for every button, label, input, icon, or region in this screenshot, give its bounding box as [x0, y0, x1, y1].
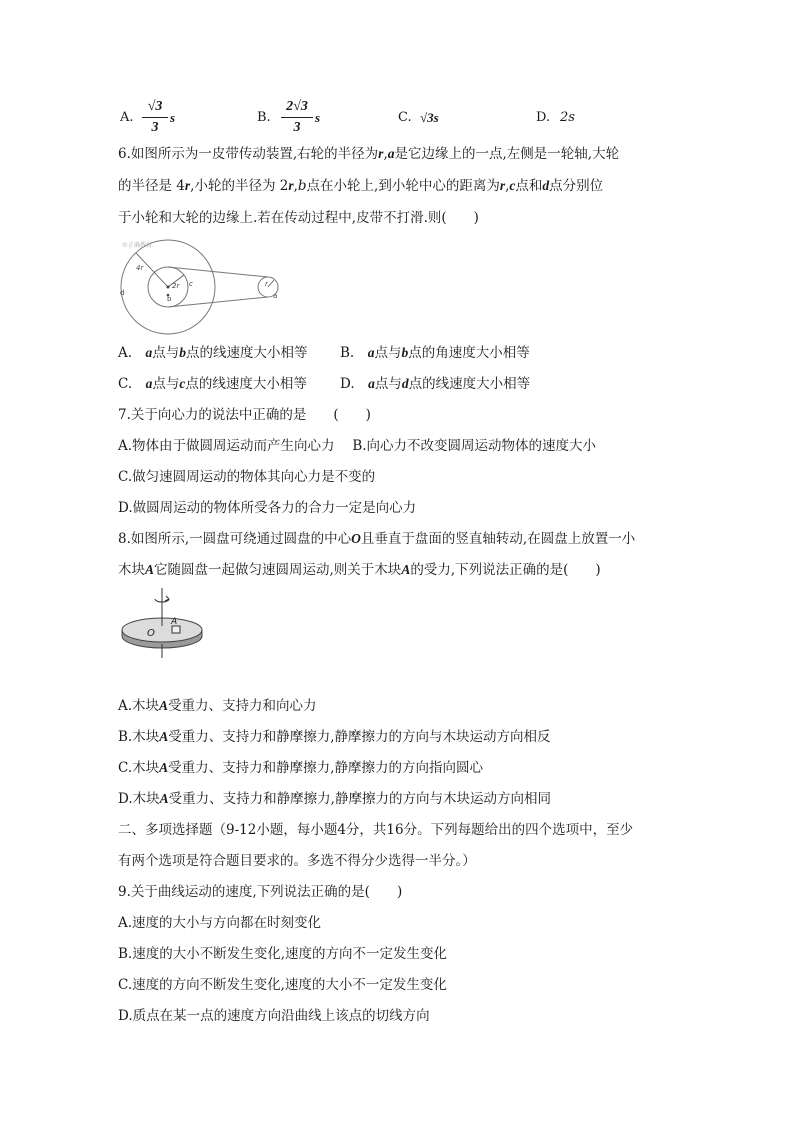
q6-stem-line-2: 的半径是 4r,小轮的半径为 2r,b点在小轮上,到小轮中心的距离为r,c点和d点分别位: [118, 178, 604, 194]
label-a: a: [273, 292, 278, 300]
section-2-heading-line-2: 有两个选项是符合题目要求的。多选不得分少选得一半分。）: [118, 853, 476, 869]
label-4r: 4r: [136, 264, 144, 272]
q8-stem-line-1: 8.如图所示,一圆盘可绕通过圆盘的中心O且垂直于盘面的竖直轴转动,在圆盘上放置一小: [118, 531, 636, 547]
label-d: d: [120, 289, 125, 297]
q9-option-b: B.速度的大小不断发生变化,速度的方向不一定发生变化: [118, 946, 448, 962]
wood-block: [172, 626, 180, 633]
q5-option-c: [398, 98, 468, 138]
q9-stem: 9.关于曲线运动的速度,下列说法正确的是( ): [118, 884, 403, 900]
belt-drive-figure: [116, 238, 288, 336]
option-label: D.: [536, 110, 551, 125]
q8-stem-line-2: 木块A它随圆盘一起做匀速圆周运动,则关于木块A的受力,下列说法正确的是( ): [118, 562, 601, 578]
option-label: B.: [257, 110, 271, 125]
q8-option-d: D.木块A受重力、支持力和静摩擦力,静摩擦力的方向与木块运动方向相同: [118, 791, 551, 807]
q8-option-b: B.木块A受重力、支持力和静摩擦力,静摩擦力的方向与木块运动方向相反: [118, 729, 551, 745]
label-a: A: [171, 617, 178, 627]
q7-option-d: D.做圆周运动的物体所受各力的合力一定是向心力: [118, 500, 417, 516]
belt-bottom: [168, 297, 268, 307]
q6-stem-line-3: 于小轮和大轮的边缘上.若在传动过程中,皮带不打滑.则( ): [118, 210, 479, 226]
section-2-heading-line-1: 二、多项选择题（9-12小题，每小题4分，共16分。下列每题给出的四个选项中，至少: [118, 822, 634, 838]
label-o: O: [147, 628, 155, 639]
watermark: ©正确教育: [122, 242, 153, 249]
fraction: [142, 98, 168, 137]
option-value: √3s: [420, 110, 439, 125]
option-label: A.: [120, 110, 134, 125]
q7-stem: 7.关于向心力的说法中正确的是 ( ): [118, 407, 371, 423]
label-c: c: [189, 280, 193, 288]
q6-stem-line-1: 6.如图所示为一皮带传动装置,右轮的半径为r,a是它边缘上的一点,左侧是一轮轴,大轮: [118, 146, 620, 162]
q7-options-ab: A.物体由于做圆周运动而产生向心力 B.向心力不改变圆周运动物体的速度大小: [118, 438, 597, 454]
q8-option-c: C.木块A受重力、支持力和静摩擦力,静摩擦力的方向指向圆心: [118, 760, 483, 776]
q6-option-a: A. a点与b点的线速度大小相等: [118, 345, 308, 361]
numerator: 2√3: [286, 99, 308, 114]
q6-option-c: C. a点与c点的线速度大小相等: [118, 376, 307, 392]
q9-option-c: C.速度的方向不断发生变化,速度的大小不一定发生变化: [118, 977, 447, 993]
label-2r: 2r: [172, 282, 180, 290]
radius-r: [268, 280, 274, 287]
q5-option-b: [257, 98, 327, 138]
q5-option-d: [536, 98, 596, 138]
unit: s: [170, 110, 176, 125]
numerator: √3: [147, 99, 163, 114]
option-value: 2s: [560, 110, 575, 125]
fraction: [281, 98, 313, 137]
q7-option-c: C.做匀速圆周运动的物体其向心力是不变的: [118, 469, 376, 485]
rotating-disc-figure: [120, 586, 204, 660]
center-dot: [167, 286, 170, 289]
q8-option-a: A.木块A受重力、支持力和向心力: [118, 698, 317, 714]
q6-option-b: B. a点与b点的角速度大小相等: [340, 345, 530, 361]
denominator: 3: [293, 120, 301, 135]
q6-option-d: D. a点与d点的线速度大小相等: [340, 376, 531, 392]
q5-option-a: [120, 98, 180, 138]
unit: s: [315, 110, 321, 125]
label-right-r: r: [265, 280, 268, 288]
q9-option-d: D.质点在某一点的速度方向沿曲线上该点的切线方向: [118, 1008, 430, 1024]
label-b: b: [167, 295, 172, 303]
option-label: C.: [398, 110, 412, 125]
q9-option-a: A.速度的大小与方向都在时刻变化: [118, 915, 322, 931]
denominator: 3: [151, 120, 159, 135]
